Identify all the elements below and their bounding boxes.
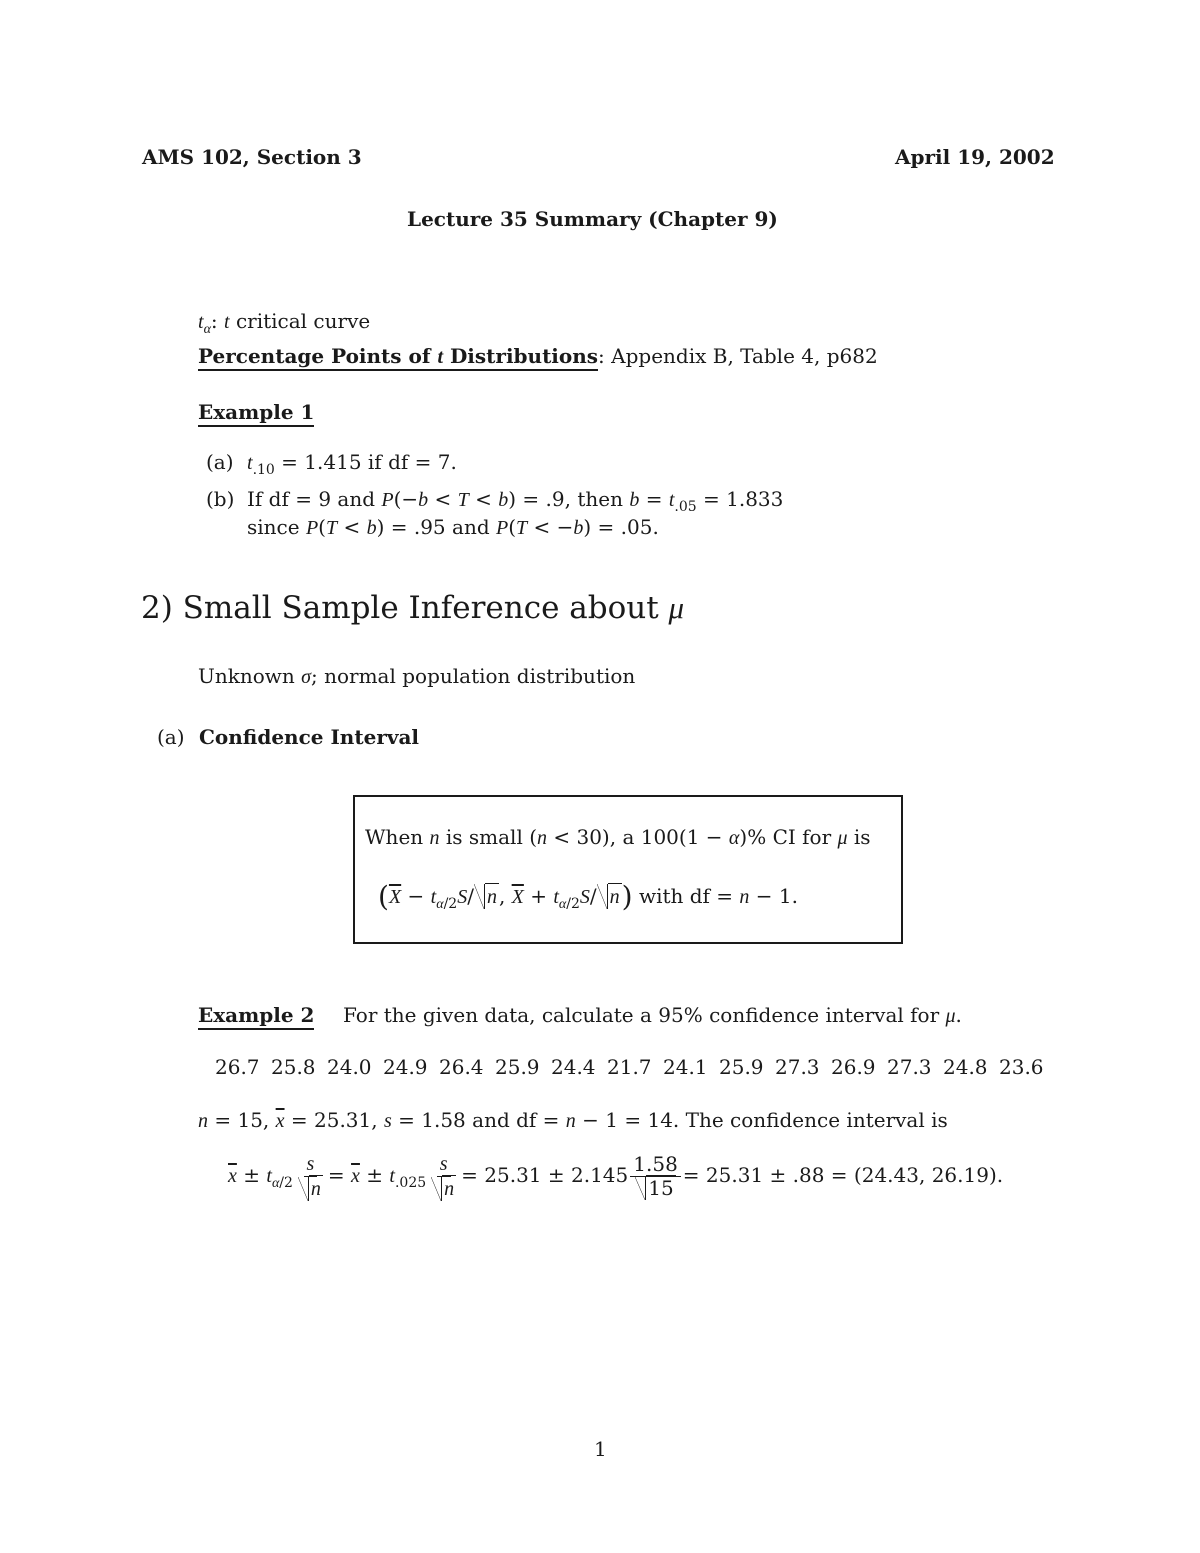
subsection-a-label: (a) [157, 725, 185, 749]
percentage-points-reference: : Appendix B, Table 4, p682 [598, 344, 878, 368]
ci-box-line2: ($\overline{X} - t_{\alpha/2}S/$ n , $\overline{X} + t_{\alpha/2}S/$ n) with df = n − 1. [378, 880, 798, 913]
ci-box-line1: When n is small (n < 30), a 100(1 − α)% CI for μ is [365, 825, 871, 849]
section2-assumption: Unknown σ; normal population distribution [198, 664, 636, 688]
percentage-points-line [198, 344, 878, 369]
data-value: 23.6 [999, 1055, 1044, 1079]
example2-prompt: For the given data, calculate a 95% confidence interval for μ. [343, 1003, 962, 1027]
course-label: AMS 102, Section 3 [142, 145, 362, 169]
data-value: 21.7 [607, 1055, 652, 1079]
data-value: 25.9 [719, 1055, 764, 1079]
subsection-a-heading: Confidence Interval [199, 725, 420, 749]
example1-item-a-label: (a) [206, 450, 234, 474]
section2-heading: 2) Small Sample Inference about μ [141, 590, 685, 626]
date-label: April 19, 2002 [895, 145, 1055, 169]
data-value: 24.8 [943, 1055, 988, 1079]
example2-data-row [215, 1055, 1055, 1079]
example1-item-b-line1: If df = 9 and P(−b < T < b) = .9, then $b = t_{.05} = 1.833$ [247, 487, 784, 515]
data-value: 27.3 [775, 1055, 820, 1079]
example1-item-a: $t_{.10} = 1.415$ if df = 7. [247, 450, 457, 478]
example1-heading: Example 1 [198, 400, 314, 427]
data-value: 25.9 [495, 1055, 540, 1079]
data-value: 25.8 [271, 1055, 316, 1079]
page-number: 1 [594, 1437, 607, 1461]
example1-item-b-label: (b) [206, 487, 235, 511]
data-value: 26.9 [831, 1055, 876, 1079]
example1-item-b-line2: since P(T < b) = .95 and P(T < −b) = .05. [247, 515, 659, 539]
example2-summary: n = 15, $\overline{x} = 25.31$, s = 1.58 and df = n − 1 = 14. The confidence interval is [198, 1108, 948, 1132]
data-value: 26.7 [215, 1055, 260, 1079]
data-value: 24.1 [663, 1055, 708, 1079]
data-value: 24.9 [383, 1055, 428, 1079]
percentage-points-heading: Percentage Points of t Distributions [198, 344, 598, 371]
example2-formula: $\overline{x} \pm t_{\alpha/2}$ $\frac{s}{n}$ = $\overline{x} \pm t_{.025}$ $\frac{s}{n}$ = 25.31 ± 2.145 $\frac{1.58}{15}$ = 25.31 ± .88 = (24.43, 26.19). [228, 1152, 1004, 1200]
ci-formula-box [353, 795, 903, 944]
data-value: 24.0 [327, 1055, 372, 1079]
data-value: 27.3 [887, 1055, 932, 1079]
page-title: Lecture 35 Summary (Chapter 9) [407, 207, 778, 231]
example2-heading: Example 2 [198, 1003, 314, 1030]
data-value: 26.4 [439, 1055, 484, 1079]
t-critical-line: $t_\alpha$: t critical curve [198, 309, 371, 337]
data-value: 24.4 [551, 1055, 596, 1079]
